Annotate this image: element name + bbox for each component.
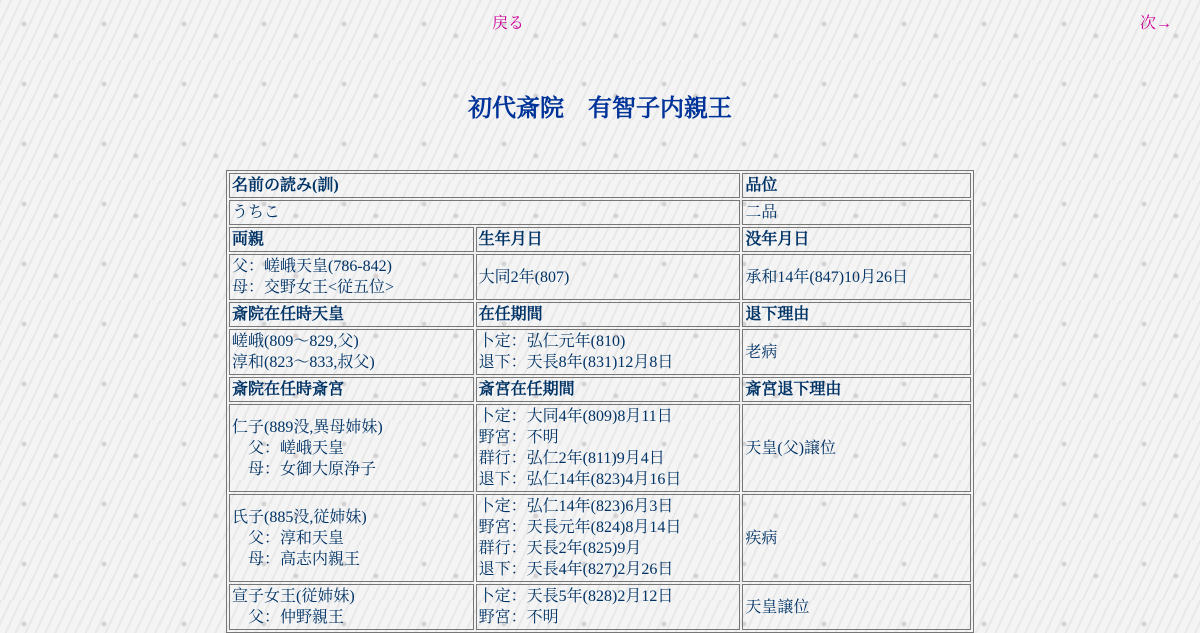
saigu-term-line: 卜定：天長5年(828)2月12日 xyxy=(478,588,674,605)
rank-header: 品位 xyxy=(742,173,971,198)
saigu-term-line: 卜定：大同4年(809)8月11日 xyxy=(478,408,673,425)
reading-value: うちこ xyxy=(229,200,740,225)
saigu-reason-cell: 疾病 xyxy=(742,494,971,582)
saigu-term-line: 群行：天長2年(825)9月 xyxy=(478,540,642,557)
saigu-mother: 母：高志内親王 xyxy=(232,550,361,568)
saigu-father: 父：仲野親王 xyxy=(232,609,345,626)
saigu-mother: 母：女御大原浄子 xyxy=(232,460,377,478)
term-header: 在任期間 xyxy=(476,302,741,327)
saigu-reason-cell: 天皇(父)譲位 xyxy=(742,404,971,492)
saigu-name: 宣子女王(従姉妹) xyxy=(232,588,355,605)
saigu-term-cell xyxy=(476,584,741,630)
saigu-father: 父：嵯峨天皇 xyxy=(232,439,345,457)
saigu-term-line: 群行：弘仁2年(811)9月4日 xyxy=(478,450,665,467)
saigu-name-cell xyxy=(229,404,474,492)
saigu-term-line: 野宮：天長元年(824)8月14日 xyxy=(478,519,682,536)
saigu-term-line: 退下：弘仁14年(823)4月16日 xyxy=(478,471,682,488)
parents-value xyxy=(229,254,474,300)
saigu-term-line: 卜定：弘仁14年(823)6月3日 xyxy=(478,498,674,515)
back-link-container xyxy=(492,10,524,33)
profile-table xyxy=(226,170,974,633)
table-row xyxy=(229,584,971,630)
saigu-term-line: 野宮：不明 xyxy=(478,609,559,626)
next-link-container xyxy=(1140,10,1172,33)
emperor-header: 斎院在任時天皇 xyxy=(229,302,474,327)
saigu-retire-header: 斎宮退下理由 xyxy=(742,377,971,402)
saigu-name: 仁子(889没,異母姉妹) xyxy=(232,418,383,436)
emperor-value xyxy=(229,329,474,375)
retire-reason-value: 老病 xyxy=(742,329,971,375)
saigu-name-cell xyxy=(229,494,474,582)
father-text: 父：嵯峨天皇(786-842) xyxy=(232,258,392,275)
term-line: 卜定：弘仁元年(810) xyxy=(478,333,626,350)
rank-value: 二品 xyxy=(742,200,971,225)
birth-value: 大同2年(807) xyxy=(476,254,741,300)
saigu-term-line: 退下：天長4年(827)2月26日 xyxy=(478,561,674,578)
table-row xyxy=(229,173,971,198)
table-row xyxy=(229,200,971,225)
term-value xyxy=(476,329,741,375)
death-value: 承和14年(847)10月26日 xyxy=(742,254,971,300)
saigu-name-cell xyxy=(229,584,474,630)
next-link[interactable]: 次→ xyxy=(1139,15,1172,32)
parents-header: 両親 xyxy=(229,227,474,252)
saigu-term-header: 斎宮在任期間 xyxy=(476,377,741,402)
table-row xyxy=(229,302,971,327)
emperor-line: 淳和(823～833,叔父) xyxy=(232,354,375,371)
death-header: 没年月日 xyxy=(742,227,971,252)
saigu-term-cell xyxy=(476,494,741,582)
table-row xyxy=(229,227,971,252)
table-row xyxy=(229,404,971,492)
page-title: 初代斎院 有智子内親王 xyxy=(468,96,732,122)
mother-text: 母：交野女王<従五位> xyxy=(232,279,395,296)
reading-header: 名前の読み(訓) xyxy=(229,173,740,198)
saigu-name: 氏子(885没,従姉妹) xyxy=(232,508,367,526)
table-row xyxy=(229,329,971,375)
saigu-term-cell xyxy=(476,404,741,492)
saigu-reason-cell: 天皇譲位 xyxy=(742,584,971,630)
emperor-line: 嵯峨(809～829,父) xyxy=(232,333,359,350)
term-line: 退下：天長8年(831)12月8日 xyxy=(478,354,674,371)
table-row xyxy=(229,494,971,582)
table-row xyxy=(229,254,971,300)
back-link[interactable]: 戻る xyxy=(492,15,525,32)
saigu-header: 斎院在任時斎宮 xyxy=(229,377,474,402)
saigu-father: 父：淳和天皇 xyxy=(232,529,345,547)
retire-reason-header: 退下理由 xyxy=(742,302,971,327)
table-row xyxy=(229,377,971,402)
saigu-term-line: 野宮：不明 xyxy=(478,429,559,446)
birth-header: 生年月日 xyxy=(476,227,741,252)
